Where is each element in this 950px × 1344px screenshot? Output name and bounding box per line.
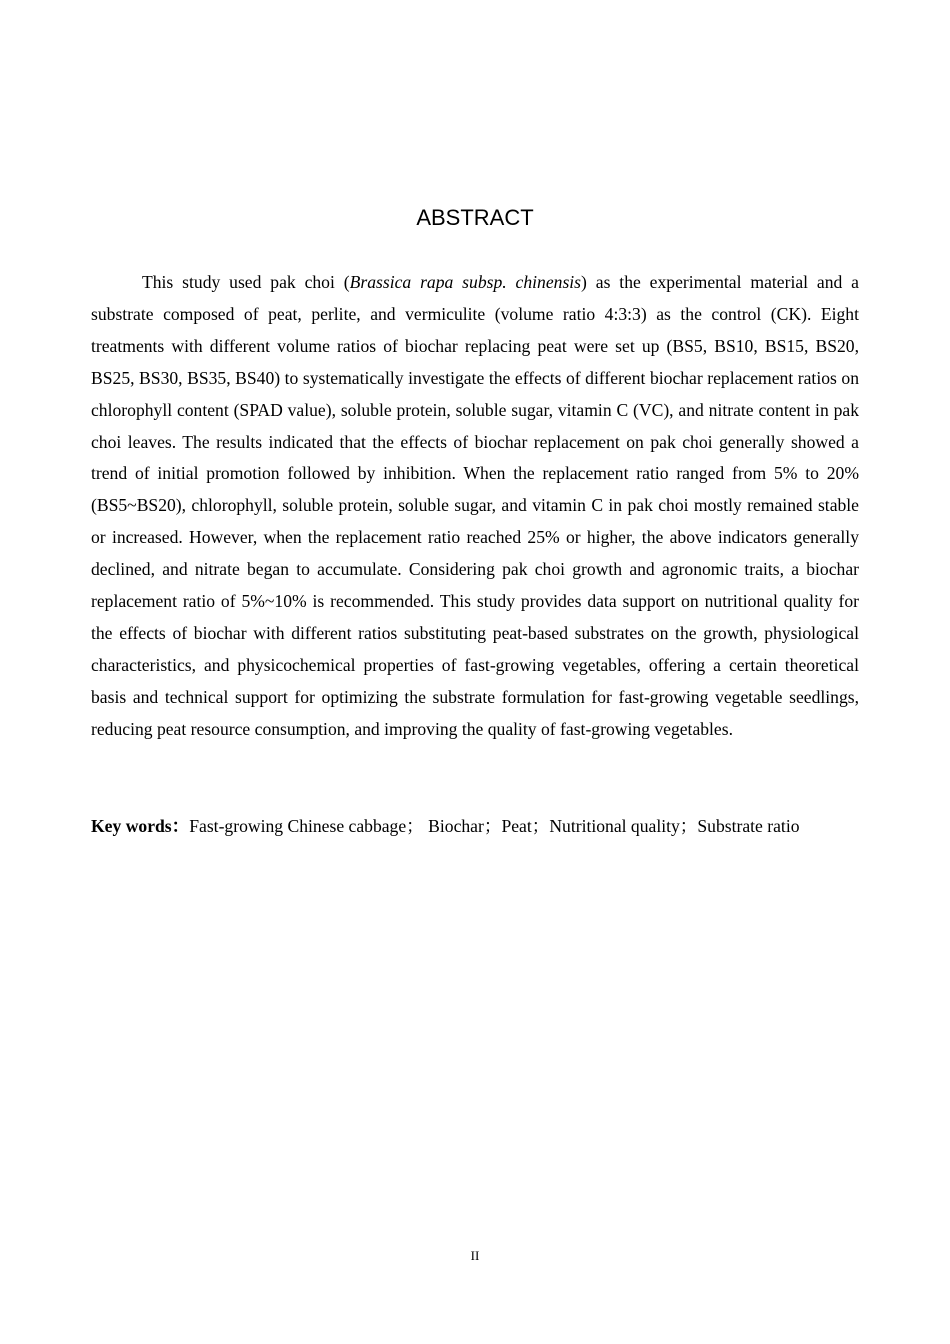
abstract-title: ABSTRACT (416, 205, 534, 230)
abstract-text-rest: ) as the experimental material and a substrate composed of peat, perlite, and vermiculite (volume ratio 4:3:3) as the control (CK). Eight treatments with different volume ratios of biochar replacing peat were set up (BS5, BS10, BS15, BS20, BS25, BS30, BS35, BS40) to systematically investigate the effects of different biochar replacement ratios on chlorophyll content (SPAD value), soluble protein, soluble sugar, vitamin C (VC), and nitrate content in pak choi leaves. The results indicated that the effects of biochar replacement on pak choi generally showed a trend of initial promotion followed by inhibition. When the replacement ratio ranged from 5% to 20% (BS5~BS20), chlorophyll, soluble protein, soluble sugar, and vitamin C in pak choi mostly remained stable or increased. However, when the replacement ratio reached 25% or higher, the above indicators generally declined, and nitrate began to accumulate. Considering pak choi growth and agronomic traits, a biochar replacement ratio of 5%~10% is recommended. This study provides data support on nutritional quality for the effects of biochar with different ratios substituting peat-based substrates on the growth, physiological characteristics, and physicochemical properties of fast-growing vegetables, offering a certain theoretical basis and technical support for optimizing the substrate formulation for fast-growing vegetable seedlings, reducing peat resource consumption, and improving the quality of fast-growing vegetables. (91, 272, 859, 739)
keywords-list: Fast-growing Chinese cabbage； Biochar；Peat；Nutritional quality；Substrate ratio (189, 816, 800, 836)
abstract-text-start: This study used pak choi ( (142, 272, 350, 292)
keywords (91, 811, 859, 842)
page-number: II (470, 1248, 480, 1263)
abstract-paragraph (91, 267, 859, 746)
keywords-label: Key words： (91, 816, 190, 836)
species-name: Brassica rapa subsp. chinensis (349, 272, 582, 292)
